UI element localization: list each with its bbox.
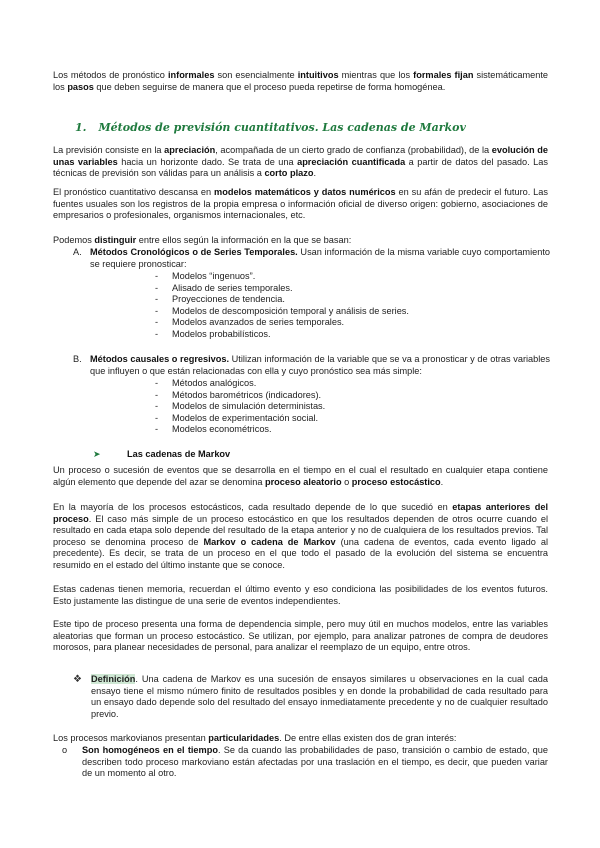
section-title: Métodos de previsión cuantitativos. Las cadenas de Markov <box>98 121 466 134</box>
bold-run: informales <box>167 70 215 80</box>
text-run: hacia un horizonte dado. Se trata de una <box>117 156 298 167</box>
subheading-markov <box>93 449 230 461</box>
item-b-label: B. <box>73 354 82 364</box>
bold-run: modelos matemáticos y datos numéricos <box>214 187 396 197</box>
bold-run: intuitivos <box>297 70 339 80</box>
paragraph-dependencia <box>53 619 548 654</box>
bold-run: particularidades <box>208 733 280 743</box>
text-run: . Se da cuando las probabilidades de paso, transición o cambio de estado, que describen todo proceso markoviano están afectadas por una traslación en el tiempo, es decir, que pueden variar de un momento al otro. <box>82 745 548 779</box>
text-run: Usan información de la misma variable cuyo comportamiento se requiere pronosticar: <box>90 247 551 269</box>
paragraph-distinguir <box>53 235 548 247</box>
section-heading <box>75 122 466 134</box>
bold-run: Métodos Cronológicos o de Series Temporales. <box>90 247 298 257</box>
paragraph-particularidades <box>53 733 548 745</box>
text-run: o <box>341 476 352 487</box>
arrow-bullet-icon: ➤ <box>93 449 101 459</box>
intro-paragraph <box>53 70 548 93</box>
text-run: son esencialmente <box>214 70 298 80</box>
text-run: Podemos <box>53 235 95 245</box>
bold-run: pasos <box>67 81 94 92</box>
text-run: Utilizan información de la variable que se va a pronosticar y de otras variables que influyen o que están relacionadas con ella y cuyo pronóstico sea más simple: <box>90 354 551 376</box>
bullet-list-b <box>155 378 325 436</box>
definition-label: Definición <box>91 674 136 684</box>
bold-run: Markov o cadena de Markov <box>203 536 336 547</box>
text-run: La previsión consiste en la <box>53 145 165 155</box>
bold-run: apreciación <box>164 145 216 155</box>
text-run: . Una cadena de Markov es una sucesión de ensayos similares u observaciones en la cual cada ensayo tiene el mismo número finito de resultados posibles y en donde la probabilidad de cada resultado para un ensayo dado depende solo del resultado del ensayo inmediatamente precedente y no de cualquier resultado previo. <box>91 674 548 719</box>
bold-run: Son homogéneos en el tiempo <box>82 745 218 755</box>
text-run: a partir de datos del pasado. Las técnicas de previsión son válidas para un análisis a <box>53 156 548 179</box>
list-item-text: Alisado de series temporales. <box>172 282 293 293</box>
paragraph-memoria <box>53 584 548 607</box>
section-number: 1. <box>75 121 87 134</box>
paragraph-prevision <box>53 145 548 180</box>
bold-run: distinguir <box>94 235 137 245</box>
text-run: El pronóstico cuantitativo descansa en <box>53 187 215 197</box>
dash-bullet: - <box>155 317 159 328</box>
dash-bullet: - <box>155 401 159 412</box>
text-run: que deben seguirse de manera que el proceso pueda repetirse de forma homogénea. <box>93 81 446 92</box>
text-run: (una cadena de eventos, cada evento ligado al precedente). Es decir, se trata de un proceso en el que todo el pasado de la evolución del sistema se encuentra resumido en el estado del último instante que se conoce. <box>53 536 548 570</box>
text-run: Este tipo de proceso presenta una forma de dependencia simple, pero muy útil en muchos modelos, entre las variables aleatorias que forman un proceso estocástico. Se utilizan, por ejemplo, para analizar patrones de compra de deudores morosos, para planear necesidades de personal, para analizar el reemplazo de un equipo, entre otros. <box>53 619 548 653</box>
paragraph-pronostico <box>53 187 548 222</box>
list-item-text: Modelos probabilísticos. <box>172 328 271 339</box>
dash-bullet: - <box>155 389 159 400</box>
list-item <box>155 401 325 413</box>
bold-run: proceso estocástico <box>351 476 441 487</box>
list-item <box>155 329 409 341</box>
text-run: Un proceso o sucesión de eventos que se desarrolla en el tiempo en el cual el resultado en cualquier etapa contiene algún elemento que depende del azar se denomina <box>53 465 548 487</box>
text-run: sistemáticamente los <box>53 70 548 92</box>
list-item-text: Modelos de experimentación social. <box>172 412 319 423</box>
list-item <box>155 283 409 295</box>
bold-run: etapas anteriores del proceso <box>53 502 548 524</box>
list-item <box>155 390 325 402</box>
bold-run: formales fijan <box>413 70 474 80</box>
bold-run: Métodos causales o regresivos. <box>90 354 230 364</box>
text-run: . <box>440 476 444 487</box>
diamond-bullet-icon: ❖ <box>73 674 82 685</box>
item-a-label: A. <box>73 247 82 257</box>
text-run: En la mayoría de los procesos estocásticos, cada resultado depende de lo que sucedió en <box>53 502 453 512</box>
definition-block <box>73 674 548 720</box>
bullet-list-a <box>155 271 409 341</box>
definition-text <box>91 674 548 720</box>
dash-bullet: - <box>155 305 159 316</box>
list-item-text: Modelos de simulación deterministas. <box>172 401 326 412</box>
text-run: . El caso más simple de un proceso estocástico en que los resultados dependen de otros ocurre cuando el resultado en cada etapa solo depende del resultado de la etapa anterior y no de cualquiera de los resultados previos. Tal proceso se denomina proceso de <box>53 513 548 547</box>
text-run: . De entre ellas existen dos de gran interés: <box>279 733 457 743</box>
text-run: en su afán de predecir el futuro. Las fuentes usuales son los registros de la propia empresa o información oficial de diverso origen: gobierno, asociaciones de empresarios o profesionales, organismos internacionales, etc. <box>53 187 548 221</box>
bold-run: apreciación cuantificada <box>297 156 406 167</box>
list-item <box>155 317 409 329</box>
text-run: mientras que los <box>338 70 414 80</box>
list-item-text: Modelos avanzados de series temporales. <box>172 317 345 328</box>
dash-bullet: - <box>155 282 159 293</box>
item-a-text <box>90 247 550 270</box>
list-item-text: Modelos econométricos. <box>172 424 272 435</box>
dash-bullet: - <box>155 424 159 435</box>
dash-bullet: - <box>155 378 159 388</box>
homogeneous-text <box>82 745 548 780</box>
circle-bullet-icon: o <box>62 745 68 755</box>
text-run: Los procesos markovianos presentan <box>53 733 209 743</box>
list-item-text: Modelos “ingenuos”. <box>172 271 256 281</box>
list-item <box>155 306 409 318</box>
item-b-text <box>90 354 550 377</box>
list-item-text: Proyecciones de tendencia. <box>172 294 285 305</box>
paragraph-proceso-aleatorio <box>53 465 548 488</box>
dash-bullet: - <box>155 294 159 305</box>
dash-bullet: - <box>155 328 159 339</box>
homogeneous-item <box>62 745 548 780</box>
bold-run: proceso aleatorio <box>264 476 342 487</box>
dash-bullet: - <box>155 412 159 423</box>
subheading-title: Las cadenas de Markov <box>127 449 231 459</box>
text-run: . <box>313 168 317 179</box>
bold-run: evolución de unas variables <box>53 145 548 167</box>
text-run: entre ellos según la información en la que se basan: <box>136 235 352 245</box>
list-item <box>155 294 409 306</box>
list-item <box>155 413 325 425</box>
list-item-text: Modelos de descomposición temporal y análisis de series. <box>172 305 409 316</box>
list-item <box>155 378 325 390</box>
list-item <box>155 271 409 283</box>
paragraph-procesos-estocasticos <box>53 502 548 572</box>
text-run: , acompañada de un cierto grado de confianza (probabilidad), de la <box>215 145 492 155</box>
bold-run: corto plazo <box>264 168 314 179</box>
text-run: Estas cadenas tienen memoria, recuerdan el último evento y eso condiciona las posibilidades de los eventos futuros. Esto justamente las distingue de una serie de eventos independientes. <box>53 584 548 606</box>
dash-bullet: - <box>155 271 159 281</box>
list-item <box>155 424 325 436</box>
list-item-text: Métodos barométricos (indicadores). <box>172 389 322 400</box>
list-item-text: Métodos analógicos. <box>172 378 257 388</box>
text-run: Los métodos de pronóstico <box>53 70 168 80</box>
